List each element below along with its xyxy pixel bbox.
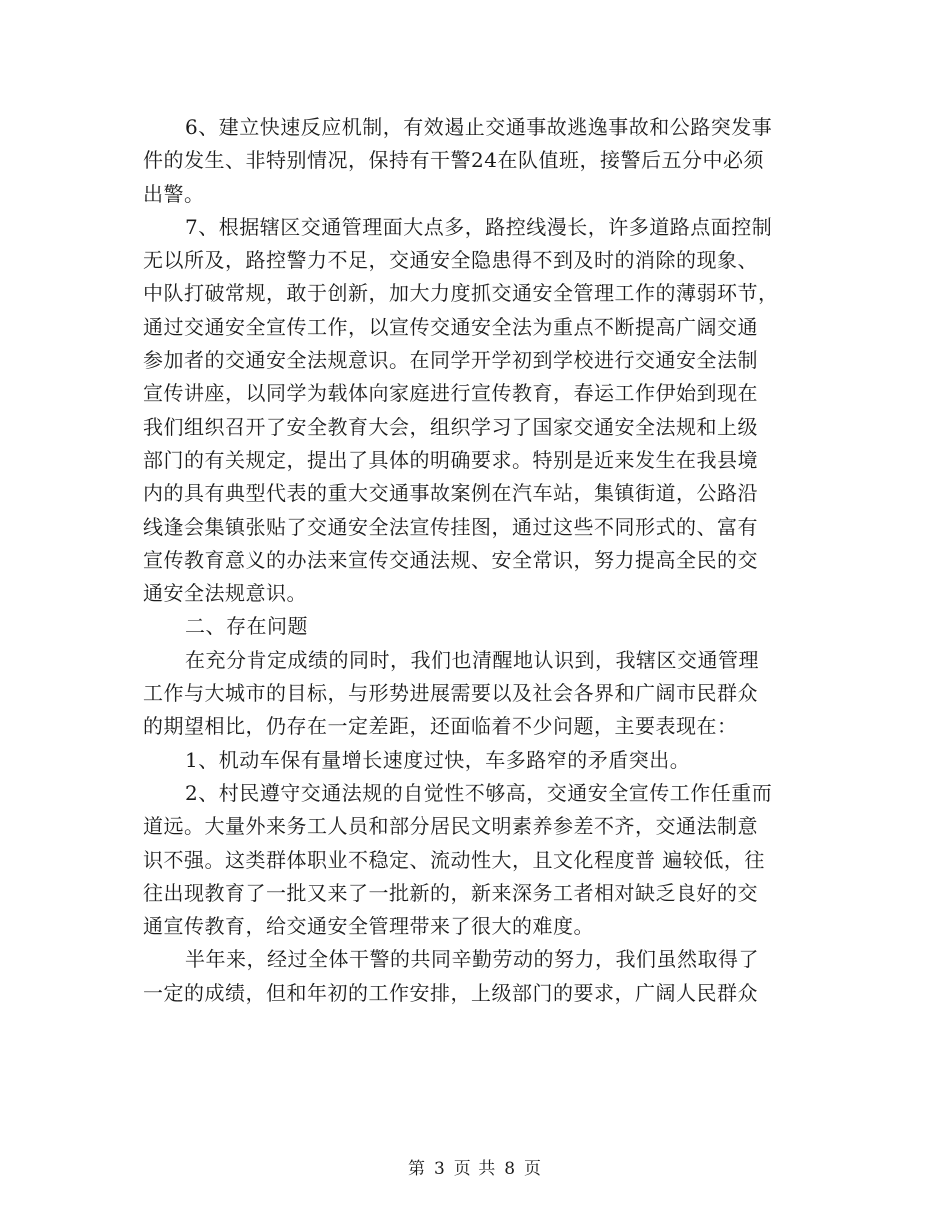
text-line: 6、建立快速反应机制，有效遏止交通事故逃逸事故和公路突发事 xyxy=(185,115,773,139)
text-line: 在充分肯定成绩的同时，我们也清醒地认识到，我辖区交通管理 xyxy=(185,647,759,672)
heading-text: 二、存在问题 xyxy=(185,614,308,639)
footer-prefix: 第 xyxy=(407,1159,426,1179)
footer-suffix: 页 xyxy=(524,1159,543,1179)
text-line: 内的具有典型代表的重大交通事故案例在汽车站，集镇街道，公路沿 xyxy=(143,481,758,506)
text-line: 宣传讲座，以同学为载体向家庭进行宣传教育，春运工作伊始到现在 xyxy=(143,381,758,406)
paragraph-item-7 xyxy=(143,211,811,611)
text-line: 7、根据辖区交通管理面大点多，路控线漫长，许多道路点面控制 xyxy=(185,214,773,239)
text-line: 通宣传教育，给交通安全管理带来了很大的难度。 xyxy=(143,914,594,939)
text-line: 识不强。这类群体职业不稳定、流动性大，且文化程度普 遍较低，往 xyxy=(143,847,765,872)
text-line: 件的发生、非特别情况，保持有干警24在队值班，接警后五分中必须 xyxy=(143,148,764,173)
text-line: 半年来，经过全体干警的共同辛勤劳动的努力，我们虽然取得了 xyxy=(185,947,759,972)
text-line: 部门的有关规定，提出了具体的明确要求。特别是近来发生在我县境 xyxy=(143,447,758,472)
footer-total-pages: 8 xyxy=(504,1159,517,1179)
text-line: 参加者的交通安全法规意识。在同学开学初到学校进行交通安全法制 xyxy=(143,348,758,373)
text-line: 2、村民遵守交通法规的自觉性不够高，交通安全宣传工作任重而 xyxy=(185,780,773,805)
text-line: 道远。大量外来务工人员和部分居民文明素养参差不齐，交通法制意 xyxy=(143,814,758,839)
paragraph-item-6 xyxy=(143,111,811,211)
text-line: 无以所及，路控警力不足，交通安全隐患得不到及时的消除的现象、 xyxy=(143,248,758,273)
text-line: 工作与大城市的目标，与形势进展需要以及社会各界和广阔市民群众 xyxy=(143,681,758,706)
text-line: 线逢会集镇张贴了交通安全法宣传挂图，通过这些不同形式的、富有 xyxy=(143,514,758,539)
text-line: 往出现教育了一批又来了一批新的，新来深务工者相对缺乏良好的交 xyxy=(143,880,758,905)
paragraph-intro xyxy=(143,644,811,744)
text-line: 的期望相比，仍存在一定差距，还面临着不少问题，主要表现在： xyxy=(143,714,738,739)
footer-current-page: 3 xyxy=(433,1159,446,1179)
text-line: 中队打破常规，敢于创新，加大力度抓交通安全管理工作的薄弱环节， xyxy=(143,281,779,306)
text-line: 通过交通安全宣传工作，以宣传交通安全法为重点不断提高广阔交通 xyxy=(143,314,758,339)
text-line: 通安全法规意识。 xyxy=(143,581,307,606)
text-line: 一定的成绩，但和年初的工作安排，上级部门的要求，广阔人民群众 xyxy=(143,980,758,1005)
paragraph-item-2 xyxy=(143,777,811,943)
footer-middle: 页 共 xyxy=(453,1159,497,1179)
text-line: 我们组织召开了安全教育大会，组织学习了国家交通安全法规和上级 xyxy=(143,414,758,439)
text-line: 宣传教育意义的办法来宣传交通法规、安全常识，努力提高全民的交 xyxy=(143,547,758,572)
section-heading xyxy=(143,610,811,643)
paragraph-half-year xyxy=(143,943,811,1010)
text-line: 出警。 xyxy=(143,181,205,206)
document-body xyxy=(143,111,811,1010)
page-footer xyxy=(0,1154,950,1179)
paragraph-item-1 xyxy=(143,744,811,777)
text-line: 1、机动车保有量增长速度过快，车多路窄的矛盾突出。 xyxy=(185,747,691,772)
